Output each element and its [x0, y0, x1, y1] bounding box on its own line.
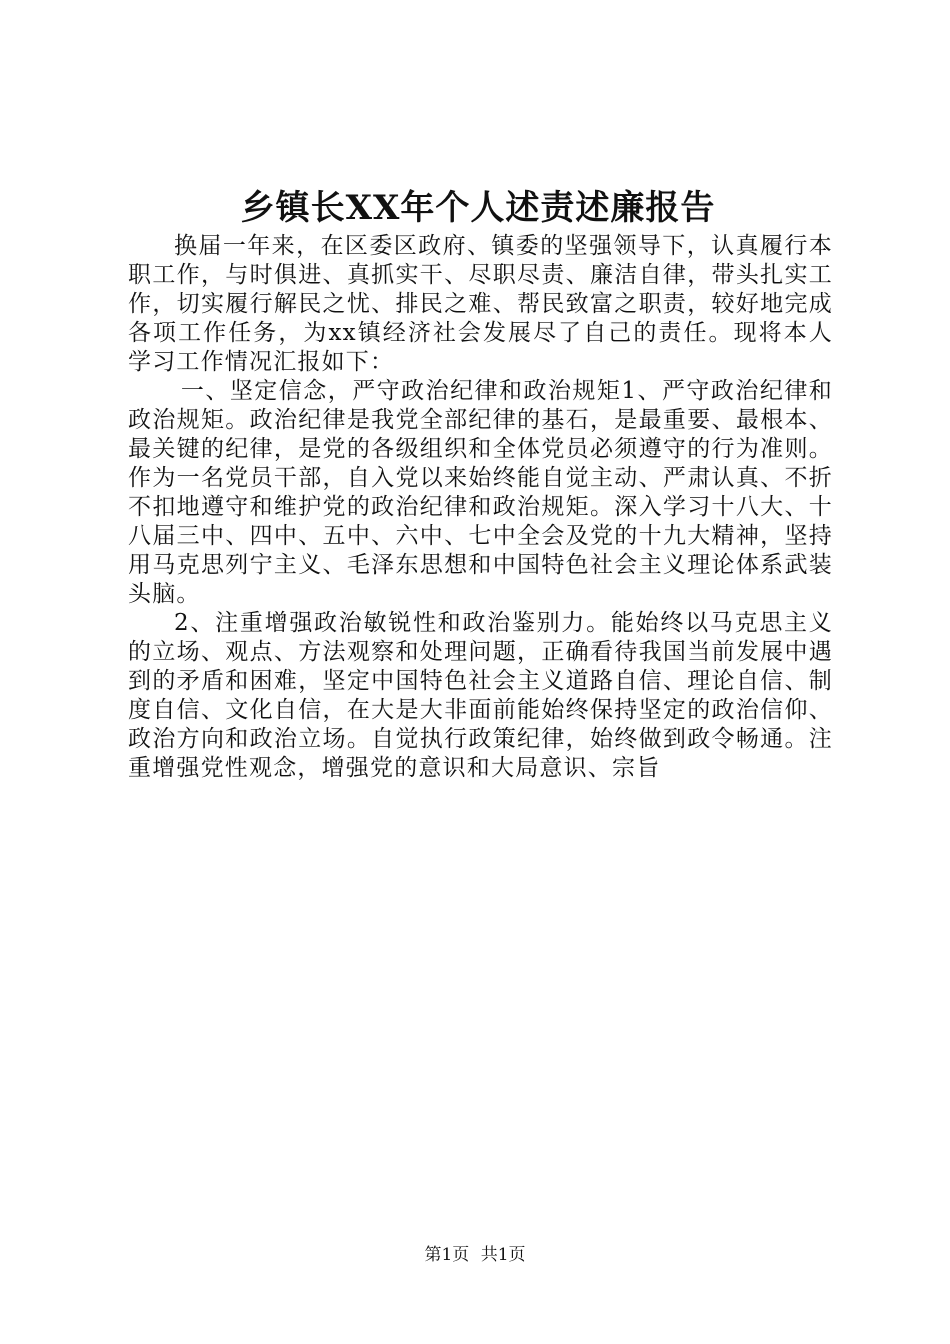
page-number-current: 第1页: [424, 1245, 470, 1265]
paragraph-section-one: 一、坚定信念，严守政治纪律和政治规矩1、严守政治纪律和政治规矩。政治纪律是我党全部纪律的基石，是最重要、最根本、最关键的纪律，是党的各级组织和全体党员必须遵守的行为准则。作为一名党员干部，自入党以来始终能自觉主动、严肃认真、不折不扣地遵守和维护党的政治纪律和政治规矩。深入学习十八大、十八届三中、四中、五中、六中、七中全会及党的十九大精神，坚持用马克思列宁主义、毛泽东思想和中国特色社会主义理论体系武装头脑。: [128, 378, 833, 607]
document-body: [128, 232, 833, 783]
page-number-total: 共1页: [480, 1245, 526, 1265]
paragraph-intro: 换届一年来，在区委区政府、镇委的坚强领导下，认真履行本职工作，与时俱进、真抓实干、尽职尽责、廉洁自律，带头扎实工作，切实履行解民之忧、排民之难、帮民致富之职责，较好地完成各项工作任务，为xx镇经济社会发展尽了自己的责任。现将本人学习工作情况汇报如下：: [128, 233, 833, 375]
paragraph-section-two: 2、注重增强政治敏锐性和政治鉴别力。能始终以马克思主义的立场、观点、方法观察和处理问题，正确看待我国当前发展中遇到的矛盾和困难，坚定中国特色社会主义道路自信、理论自信、制度自信、文化自信，在大是大非面前能始终保持坚定的政治信仰、政治方向和政治立场。自觉执行政策纪律，始终做到政令畅通。注重增强党性观念，增强党的意识和大局意识、宗旨: [128, 610, 833, 781]
page-footer: [0, 1243, 950, 1267]
document-title: 乡镇长XX年个人述责述廉报告: [240, 188, 716, 228]
